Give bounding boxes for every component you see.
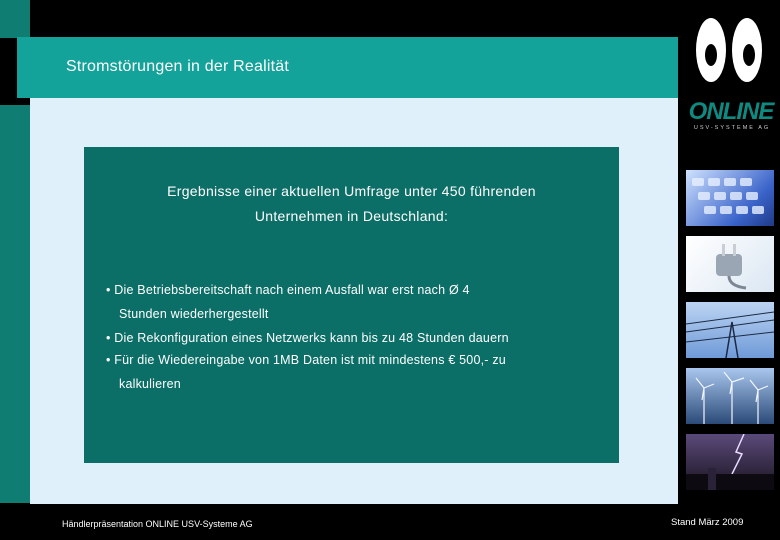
bullet-text: Die Betriebsbereitschaft nach einem Ausfall war erst nach Ø 4: [114, 283, 470, 297]
bullet-symbol: •: [106, 353, 111, 367]
bullet-item-3-continuation: kalkulieren: [119, 377, 181, 391]
lightning-image-art: [686, 434, 774, 490]
keyboard-image-art: [686, 170, 774, 226]
logo-pupil-right-icon: [743, 44, 755, 66]
powerline-image-art: [686, 302, 774, 358]
survey-info-box: [84, 147, 619, 463]
keyboard-image: [686, 170, 774, 226]
company-logo-text: ONLINE: [688, 98, 774, 125]
bullet-item-3: [106, 353, 506, 367]
plug-image-art: [686, 236, 774, 292]
windmills-image-art: [686, 368, 774, 424]
left-accent-stripe: [0, 105, 30, 503]
logo-eye-left-icon: [696, 18, 726, 82]
survey-heading-line-2: Unternehmen in Deutschland:: [254, 208, 449, 224]
logo-pupil-left-icon: [705, 44, 717, 66]
footer-presentation-name: Händlerpräsentation ONLINE USV-Systeme AG: [62, 519, 253, 529]
bullet-symbol: •: [106, 283, 111, 297]
left-accent-stripe-top: [0, 0, 30, 38]
bullet-item-1: [106, 283, 470, 297]
windmills-image: [686, 368, 774, 424]
bullet-item-1-continuation: Stunden wiederhergestellt: [119, 307, 269, 321]
survey-heading-line-1: Ergebnisse einer aktuellen Umfrage unter 450 führenden: [167, 183, 536, 199]
lightning-image: [686, 434, 774, 490]
footer-date: Stand März 2009: [671, 517, 744, 528]
company-logo-subtext: USV-SYSTEME AG: [693, 125, 771, 131]
slide-title: Stromstörungen in der Realität: [66, 58, 289, 75]
plug-image: [686, 236, 774, 292]
bullet-symbol: •: [106, 331, 111, 345]
bullet-item-2: [106, 331, 509, 345]
powerline-image: [686, 302, 774, 358]
bullet-text: Die Rekonfiguration eines Netzwerks kann bis zu 48 Stunden dauern: [114, 331, 509, 345]
bullet-text: Für die Wiedereingabe von 1MB Daten ist mit mindestens € 500,- zu: [114, 353, 506, 367]
logo-eye-right-icon: [732, 18, 762, 82]
